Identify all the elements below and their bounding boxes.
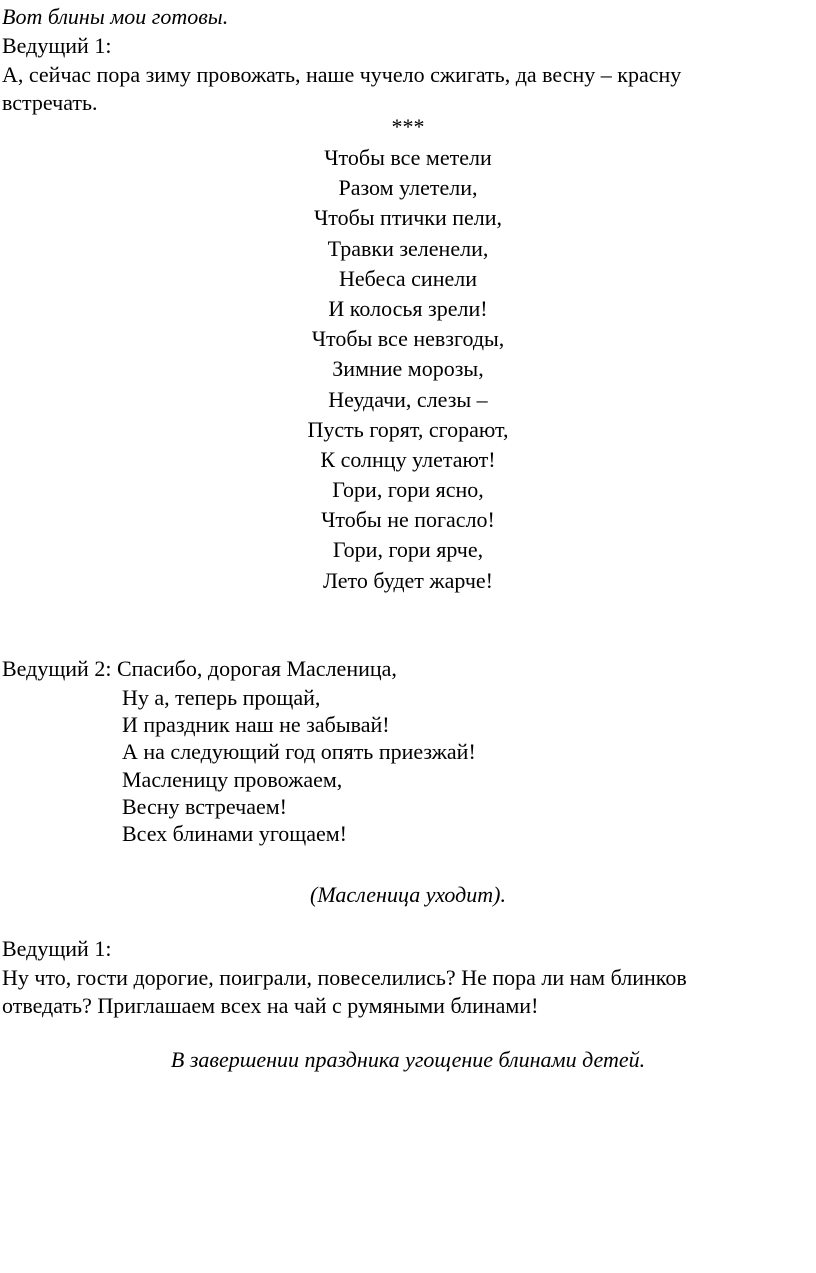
host2-verse bbox=[122, 684, 476, 847]
closing-line: В завершении праздника угощение блинами детей. bbox=[170, 1047, 646, 1072]
poem-line: Чтобы все метели bbox=[324, 145, 492, 170]
poem-line: Неудачи, слезы – bbox=[328, 386, 488, 412]
poem-line: И колосья зрели! bbox=[328, 295, 488, 321]
poem-line: Лето будет жарче! bbox=[323, 567, 493, 593]
poem-line: Зимние морозы, bbox=[332, 356, 484, 382]
poem-line: Чтобы птички пели, bbox=[313, 205, 503, 231]
host1-text-line1: А, сейчас пора зиму провожать, наше чучело сжигать, да весну – красну bbox=[2, 62, 682, 87]
host1b-text-line2: отведать? Приглашаем всех на чай с румяными блинами! bbox=[2, 993, 539, 1018]
poem-line: Травки зеленели, bbox=[327, 235, 489, 261]
poem-line: Небеса синели bbox=[339, 265, 477, 291]
poem-line: Гори, гори ясно, bbox=[332, 477, 484, 503]
stage-direction: (Масленица уходит). bbox=[310, 882, 506, 907]
poem-line: Разом улетели, bbox=[338, 175, 478, 201]
host2-line: Ну а, теперь прощай, bbox=[122, 685, 321, 710]
host1-label: Ведущий 1: bbox=[2, 33, 112, 58]
poem-line: Чтобы не погасло! bbox=[321, 507, 495, 533]
host1b-label: Ведущий 1: bbox=[2, 936, 112, 961]
intro-line: Вот блины мои готовы. bbox=[2, 4, 229, 29]
poem bbox=[0, 143, 816, 596]
host2-line: Масленицу провожаем, bbox=[122, 766, 343, 792]
host1b-text-line1: Ну что, гости дорогие, поиграли, повеселились? Не пора ли нам блинков bbox=[2, 965, 687, 990]
poem-line: К солнцу улетают! bbox=[320, 446, 496, 472]
host2-line: Всех блинами угощаем! bbox=[122, 820, 348, 846]
poem-line: Пусть горят, сгорают, bbox=[307, 416, 509, 442]
host1-text-line2: встречать. bbox=[2, 90, 98, 115]
host2-line: И праздник наш не забывай! bbox=[122, 712, 390, 738]
poem-line: Чтобы все невзгоды, bbox=[311, 326, 505, 352]
host2-line: Весну встречаем! bbox=[122, 793, 287, 819]
separator: *** bbox=[391, 114, 425, 139]
poem-line: Гори, гори ярче, bbox=[332, 537, 484, 563]
host2-line: А на следующий год опять приезжай! bbox=[122, 739, 476, 765]
host2-first-line: Ведущий 2: Спасибо, дорогая Масленица, bbox=[2, 656, 397, 681]
